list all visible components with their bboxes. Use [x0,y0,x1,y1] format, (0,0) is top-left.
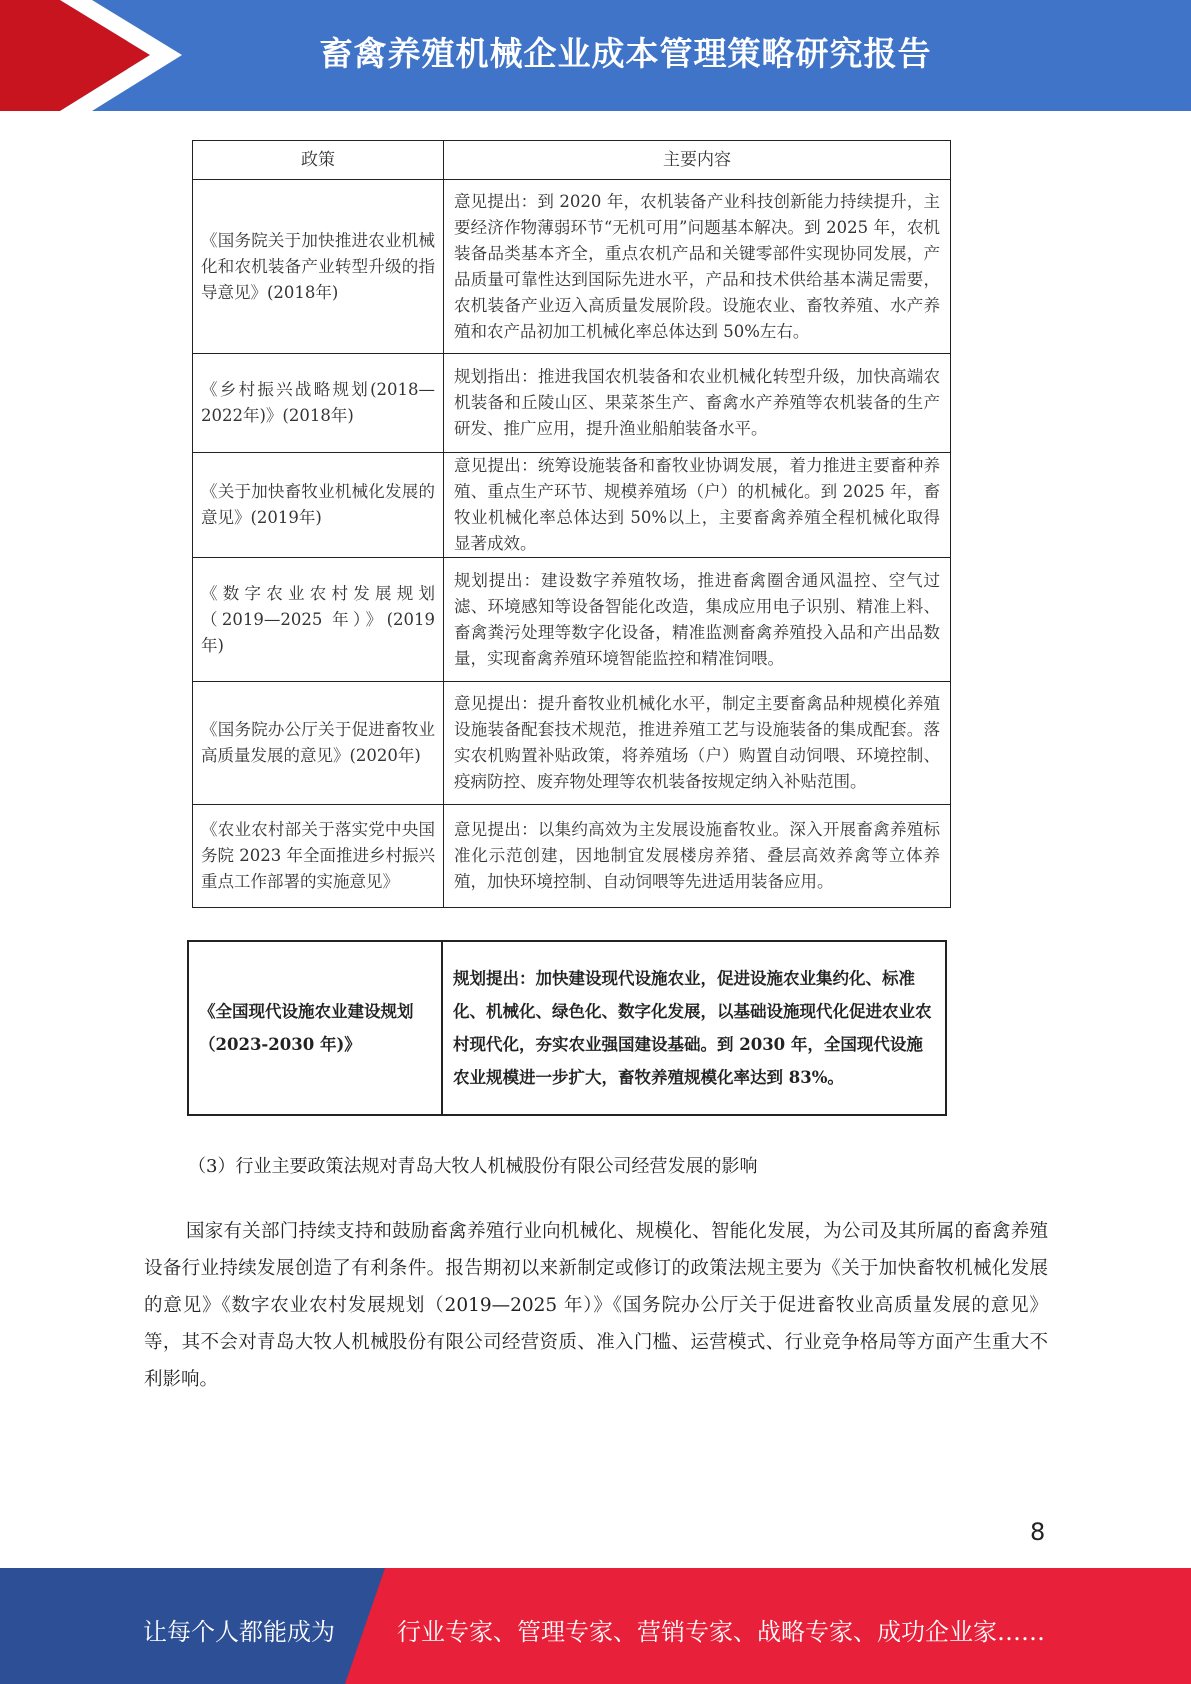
document-title: 畜禽养殖机械企业成本管理策略研究报告 [319,34,932,73]
column-header-policy: 政策 [193,141,444,180]
header-band [0,0,1191,111]
policy-name-cell: 《数字农业农村发展规划（2019—2025 年）》(2019年) [193,558,444,682]
policy-content-cell: 规划提出：加快建设现代设施农业，促进设施农业集约化、标准化、机械化、绿色化、数字化发展，以基础设施现代化促进农业农村现代化，夯实农业强国建设基础。到 2030 年，全国现代设施农业规模进一步扩大，畜牧养殖规模化率达到 83%。 [442,941,946,1115]
policy-content-cell: 规划指出：推进我国农机装备和农业机械化转型升级，加快高端农机装备和丘陵山区、果菜茶生产、畜禽水产养殖等农机装备的生产研发、推广应用，提升渔业船舶装备水平。 [444,354,951,453]
table-row [193,558,951,682]
policy-content-cell: 意见提出：以集约高效为主发展设施畜牧业。深入开展畜禽养殖标准化示范创建，因地制宜发展楼房养猪、叠层高效养禽等立体养殖，加快环境控制、自动饲喂等先进适用装备应用。 [444,805,951,908]
body-paragraph: 国家有关部门持续支持和鼓励畜禽养殖行业向机械化、规模化、智能化发展，为公司及其所属的畜禽养殖设备行业持续发展创造了有利条件。报告期初以来新制定或修订的政策法规主要为《关于加快畜牧机械化发展的意见》《数字农业农村发展规划（2019—2025 年）》《国务院办公厅关于促进畜牧业高质量发展的意见》等，其不会对青岛大牧人机械股份有限公司经营资质、准入门槛、运营模式、行业竞争格局等方面产生重大不利影响。 [144,1221,1048,1390]
column-header-content: 主要内容 [444,141,951,180]
policy-name-cell: 《国务院关于加快推进农业机械化和农机装备产业转型升级的指导意见》(2018年) [193,180,444,354]
footer-slogan-left: 让每个人都能成为 [143,1618,335,1646]
footer-band [0,1568,1191,1684]
table-row [188,941,946,1115]
policy-table-continued [187,940,947,1116]
policy-content-cell: 意见提出：到 2020 年，农机装备产业科技创新能力持续提升，主要经济作物薄弱环节“无机可用”问题基本解决。到 2025 年，农机装备品类基本齐全，重点农机产品和关键零部件实现协同发展，产品质量可靠性达到国际先进水平，产品和技术供给基本满足需要，农机装备产业迈入高质量发展阶段。设施农业、畜牧养殖、水产养殖和农产品初加工机械化率总体达到 50%左右。 [444,180,951,354]
table-row [193,682,951,805]
policy-content-cell: 规划提出：建设数字养殖牧场，推进畜禽圈舍通风温控、空气过滤、环境感知等设备智能化改造，集成应用电子识别、精准上料、畜禽粪污处理等数字化设备，精准监测畜禽养殖投入品和产出品数量，实现畜禽养殖环境智能监控和精准饲喂。 [444,558,951,682]
policy-name-cell: 《国务院办公厅关于促进畜牧业高质量发展的意见》(2020年) [193,682,444,805]
section-heading: （3）行业主要政策法规对青岛大牧人机械股份有限公司经营发展的影响 [188,1156,758,1177]
policy-name-cell: 《关于加快畜牧业机械化发展的意见》(2019年) [193,453,444,558]
footer-slogan-right: 行业专家、管理专家、营销专家、战略专家、成功企业家…… [397,1618,1045,1646]
table-row [193,180,951,354]
policy-content-cell: 意见提出：统筹设施装备和畜牧业协调发展，着力推进主要畜种养殖、重点生产环节、规模养殖场（户）的机械化。到 2025 年，畜牧业机械化率总体达到 50%以上，主要畜禽养殖全程机械化取得显著成效。 [444,453,951,558]
policy-name-cell: 《农业农村部关于落实党中央国务院 2023 年全面推进乡村振兴重点工作部署的实施意见》 [193,805,444,908]
policy-name-cell: 《全国现代设施农业建设规划（2023-2030 年)》 [188,941,442,1115]
policy-content-cell: 意见提出：提升畜牧业机械化水平，制定主要畜禽品种规模化养殖设施装备配套技术规范，推进养殖工艺与设施装备的集成配套。落实农机购置补贴政策，将养殖场（户）购置自动饲喂、环境控制、疫病防控、废弃物处理等农机装备按规定纳入补贴范围。 [444,682,951,805]
page-number: 8 [1030,1518,1046,1546]
policy-name-cell: 《乡村振兴战略规划(2018—2022年)》(2018年) [193,354,444,453]
table-header-row [193,141,951,180]
table-row [193,805,951,908]
table-row [193,354,951,453]
policy-table [192,140,951,908]
table-row [193,453,951,558]
